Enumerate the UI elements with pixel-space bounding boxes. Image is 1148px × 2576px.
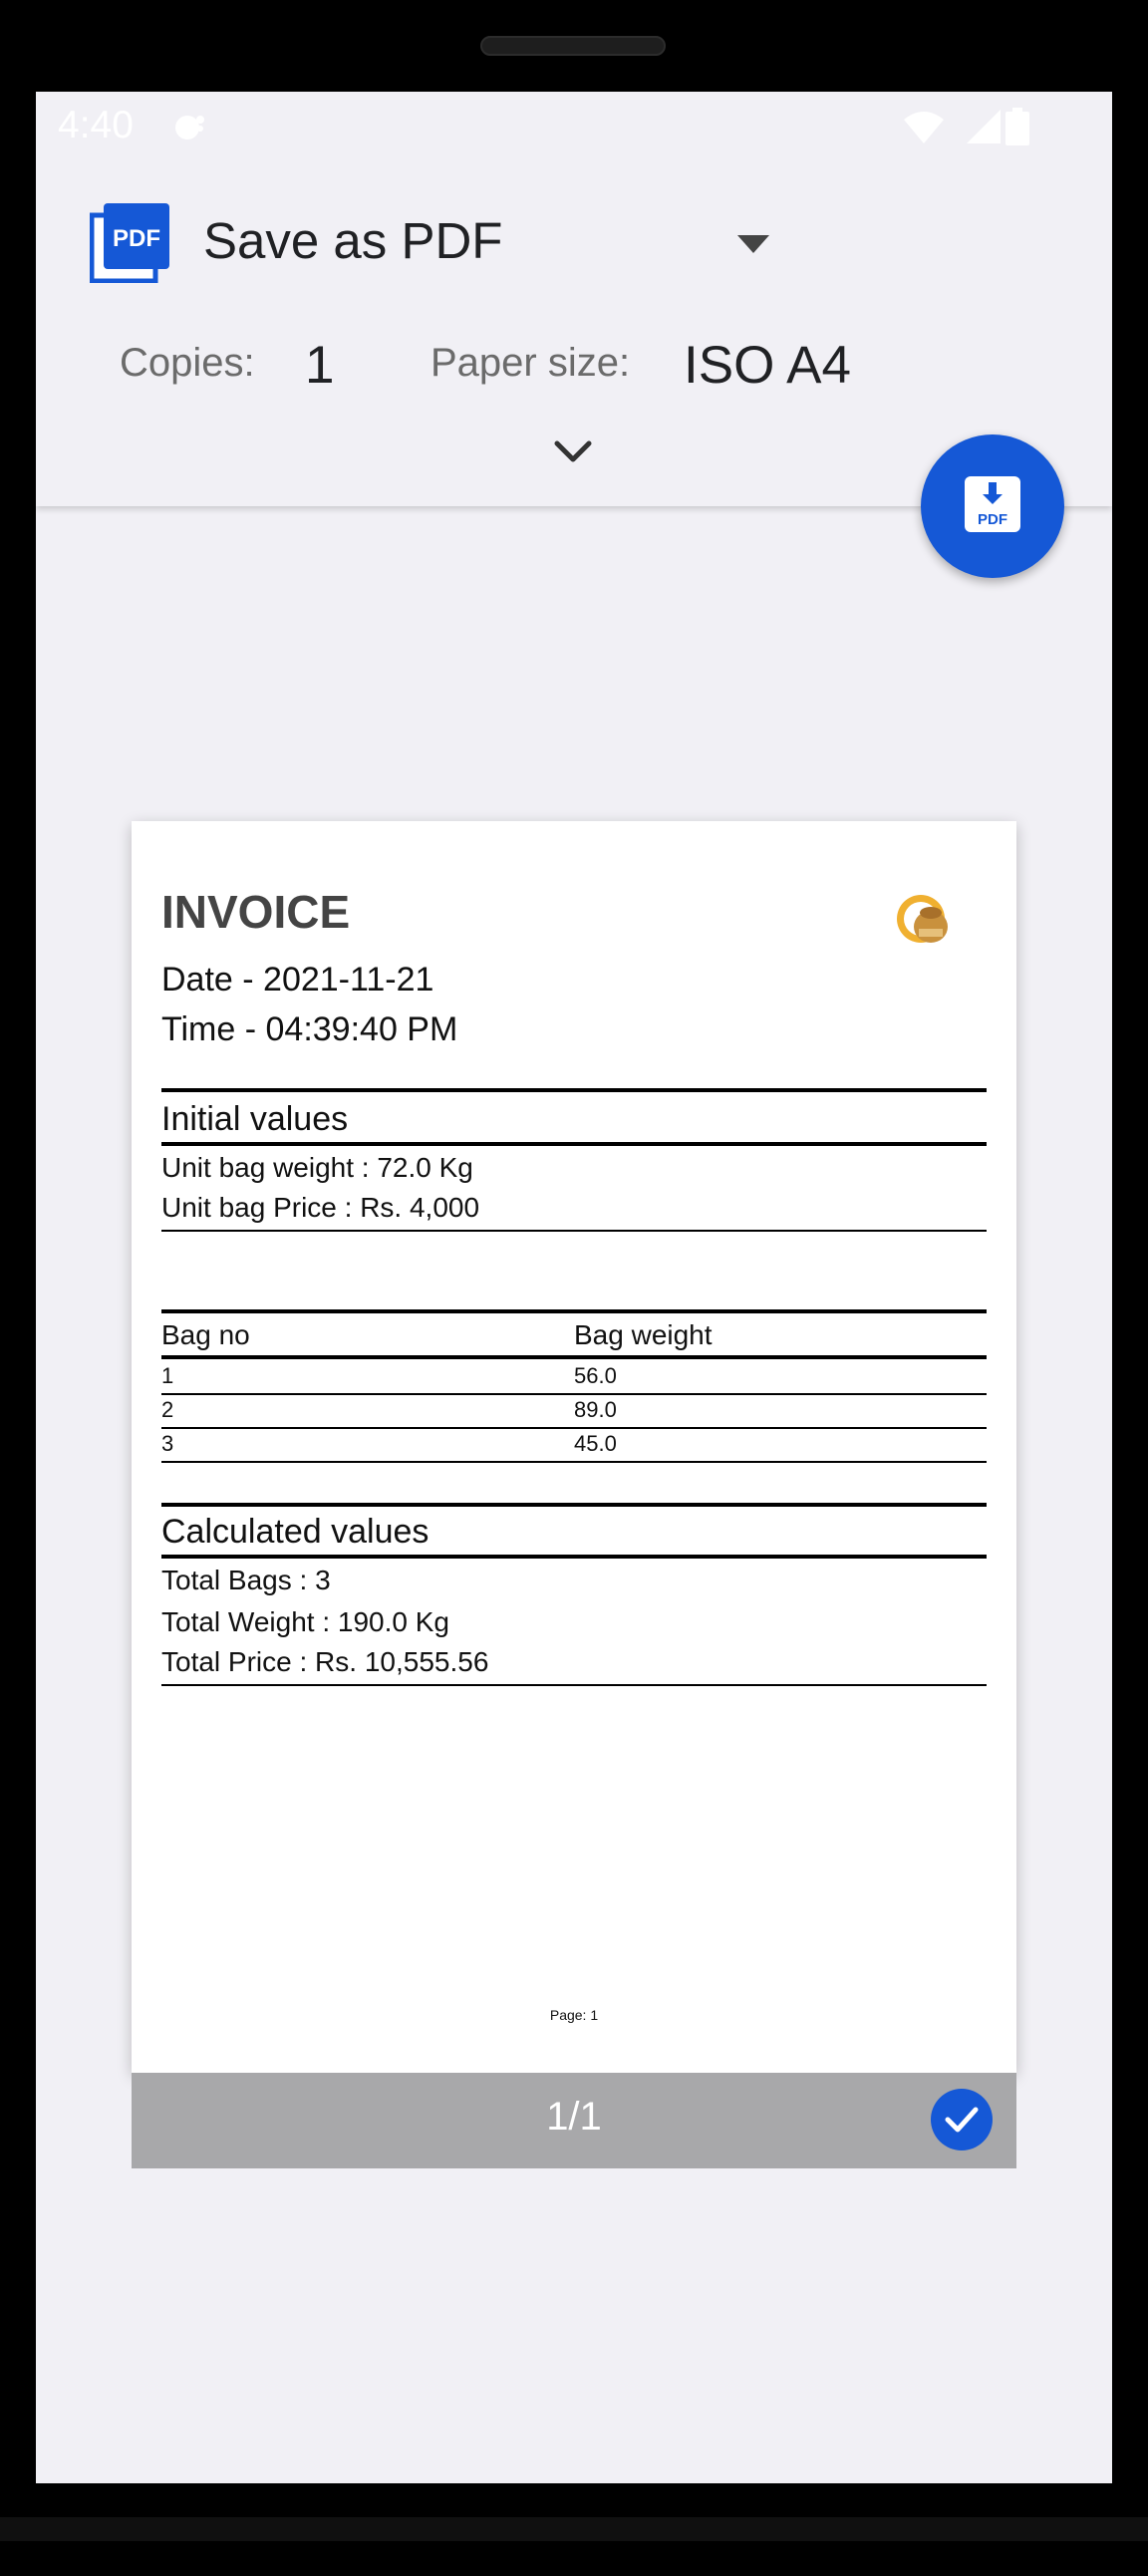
print-options-header [36, 92, 1112, 506]
bag-no-cell: 1 [161, 1363, 174, 1388]
expand-options-chevron-icon[interactable] [554, 440, 592, 464]
notification-icon [171, 112, 205, 145]
divider [161, 1355, 987, 1359]
bag-weight-cell: 89.0 [574, 1397, 617, 1422]
bag-no-cell: 3 [161, 1431, 174, 1456]
copies-value[interactable]: 1 [305, 336, 335, 395]
total-bags: Total Bags : 3 [161, 1565, 331, 1595]
status-bar [36, 92, 1112, 167]
page-counter: 1/1 [546, 2095, 602, 2139]
divider [161, 1230, 987, 1232]
divider [161, 1309, 987, 1313]
table-header-bag-weight: Bag weight [574, 1319, 713, 1350]
divider [161, 1503, 987, 1507]
printer-name: Save as PDF [203, 212, 503, 269]
divider [161, 1684, 987, 1686]
divider [161, 1427, 987, 1429]
svg-text:PDF: PDF [113, 225, 160, 252]
wifi-icon [903, 110, 945, 145]
signal-icon [965, 108, 1003, 145]
battery-icon [1005, 108, 1029, 145]
paper-size-label: Paper size: [430, 341, 631, 385]
download-pdf-button[interactable] [921, 434, 1064, 578]
divider [161, 1555, 987, 1559]
checkmark-icon [945, 2106, 979, 2134]
table-header-bag-no: Bag no [161, 1319, 250, 1350]
unit-bag-price: Unit bag Price : Rs. 4,000 [161, 1192, 480, 1223]
print-settings-summary [36, 335, 1112, 405]
page-selection-bar [132, 2073, 1016, 2168]
bag-no-cell: 2 [161, 1397, 174, 1422]
divider [161, 1142, 987, 1146]
invoice-title: INVOICE [161, 886, 351, 938]
svg-text:PDF: PDF [978, 511, 1007, 528]
pdf-page-preview[interactable] [132, 821, 1016, 2073]
dropdown-arrow-icon[interactable] [737, 235, 769, 253]
paper-size-value[interactable]: ISO A4 [684, 336, 851, 395]
initial-values-heading: Initial values [161, 1100, 349, 1138]
total-price: Total Price : Rs. 10,555.56 [161, 1646, 489, 1677]
copies-label: Copies: [120, 341, 255, 385]
pdf-download-icon [963, 474, 1022, 534]
divider [161, 1088, 987, 1092]
invoice-time: Time - 04:39:40 PM [161, 1010, 458, 1048]
page-footer: Page: 1 [549, 2007, 599, 2023]
device-screen [36, 92, 1112, 2483]
calculated-values-heading: Calculated values [161, 1513, 430, 1551]
divider [161, 1393, 987, 1395]
pdf-printer-icon [90, 201, 171, 283]
status-time: 4:40 [58, 104, 134, 146]
total-weight: Total Weight : 190.0 Kg [161, 1606, 449, 1637]
bag-weight-cell: 45.0 [574, 1431, 617, 1456]
invoice-date: Date - 2021-11-21 [161, 961, 434, 999]
printer-selector[interactable] [36, 201, 1112, 311]
earpiece-speaker [480, 36, 666, 56]
divider [161, 1461, 987, 1463]
app-logo-icon [895, 889, 957, 947]
unit-bag-weight: Unit bag weight : 72.0 Kg [161, 1152, 473, 1183]
bag-weight-cell: 56.0 [574, 1363, 617, 1388]
device-bottom-bezel [0, 2483, 1148, 2576]
page-selected-checkbox[interactable] [931, 2089, 993, 2150]
